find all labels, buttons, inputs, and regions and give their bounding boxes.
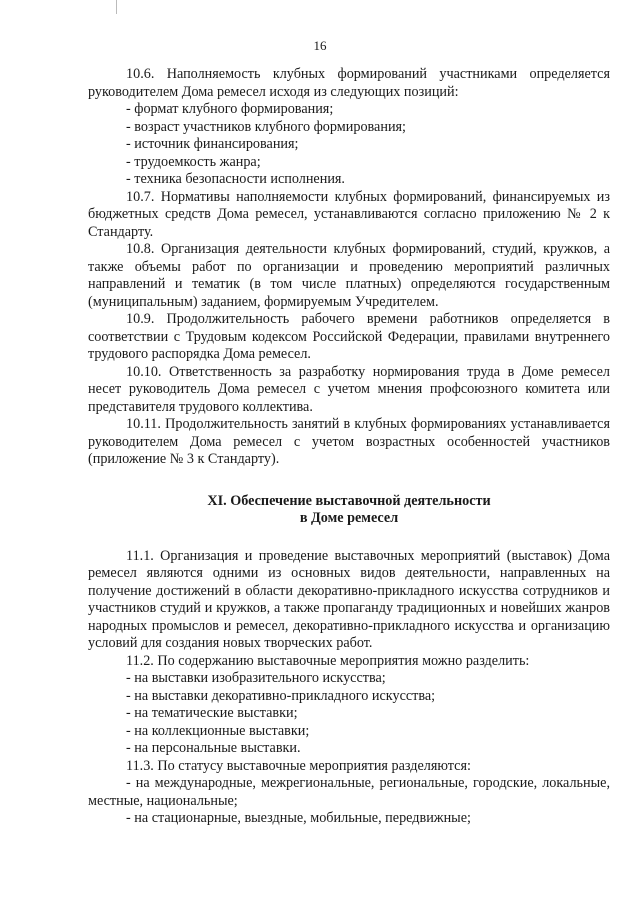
- section-11-body: [88, 548, 610, 828]
- paragraph: 10.6. Наполняемость клубных формирований участниками определяется руководителем Дома ремесел исходя из следующих позиций:: [88, 66, 610, 100]
- scan-artifact-line: [116, 0, 117, 14]
- list-item: - на выставки изобразительного искусства;: [126, 670, 386, 686]
- list-item: - формат клубного формирования;: [126, 101, 334, 117]
- section-10-body: [88, 66, 610, 469]
- paragraph: 10.10. Ответственность за разработку нормирования труда в Доме ремесел несет руководитель Дома ремесел с учетом мнения профсоюзного комитета или представителя трудового коллектива.: [88, 363, 610, 415]
- paragraph: 10.11. Продолжительность занятий в клубных формированиях устанавливается руководителем Дома ремесел с учетом возрастных особенностей участников (приложение № 3 к Стандарту).: [88, 416, 610, 467]
- paragraph: 10.8. Организация деятельности клубных формирований, студий, кружков, а также объемы работ по организации и проведению мероприятий различных направлений и тематик (в том числе платных) определяются государственным (муниципальным) заданием, формируемым Учредителем.: [88, 241, 610, 310]
- list-item: - на коллекционные выставки;: [126, 722, 310, 739]
- list-item: - на выставки декоративно-прикладного искусства;: [126, 687, 436, 704]
- list-item: - на международные, межрегиональные, региональные, городские, локальные, местные, национальные;: [88, 775, 610, 809]
- page-number: 16: [313, 38, 327, 53]
- paragraph: 11.3. По статусу выставочные мероприятия разделяются:: [126, 757, 471, 774]
- list-item: - техника безопасности исполнения.: [126, 171, 345, 187]
- paragraph: 10.7. Нормативы наполняемости клубных формирований, финансируемых из бюджетных средств Дома ремесел, устанавливаются согласно приложению № 2 к Стандарту.: [88, 188, 610, 240]
- section-11-heading-line-1: XI. Обеспечение выставочной деятельности: [207, 492, 491, 509]
- list-item: - источник финансирования;: [126, 136, 299, 152]
- page-content: [88, 66, 610, 828]
- paragraph: 10.9. Продолжительность рабочего времени работников определяется в соответствии с Трудовым кодексом Российской Федерации, правилами внутреннего трудового распорядка Дома ремесел.: [88, 311, 610, 362]
- list-item: - возраст участников клубного формирования;: [126, 118, 407, 135]
- paragraph: 11.1. Организация и проведение выставочных мероприятий (выставок) Дома ремесел являются одними из основных видов деятельности, направленных на получение достижений в области декоративно-прикладного искусства сотрудников и участников студий и кружков, а также пропаганду традиционных и новейших жанров народных промыслов и ремесел, декоративно-прикладного искусства и организацию условий для создания новых творческих работ.: [88, 547, 610, 651]
- list-item: - на стационарные, выездные, мобильные, передвижные;: [126, 810, 471, 826]
- paragraph: 11.2. По содержанию выставочные мероприятия можно разделить:: [126, 652, 530, 669]
- section-11-heading-line-2: в Доме ремесел: [299, 510, 399, 526]
- list-item: - на персональные выставки.: [126, 740, 301, 756]
- list-item: - трудоемкость жанра;: [126, 153, 261, 170]
- list-item: - на тематические выставки;: [126, 705, 298, 721]
- section-11-heading: [88, 493, 610, 528]
